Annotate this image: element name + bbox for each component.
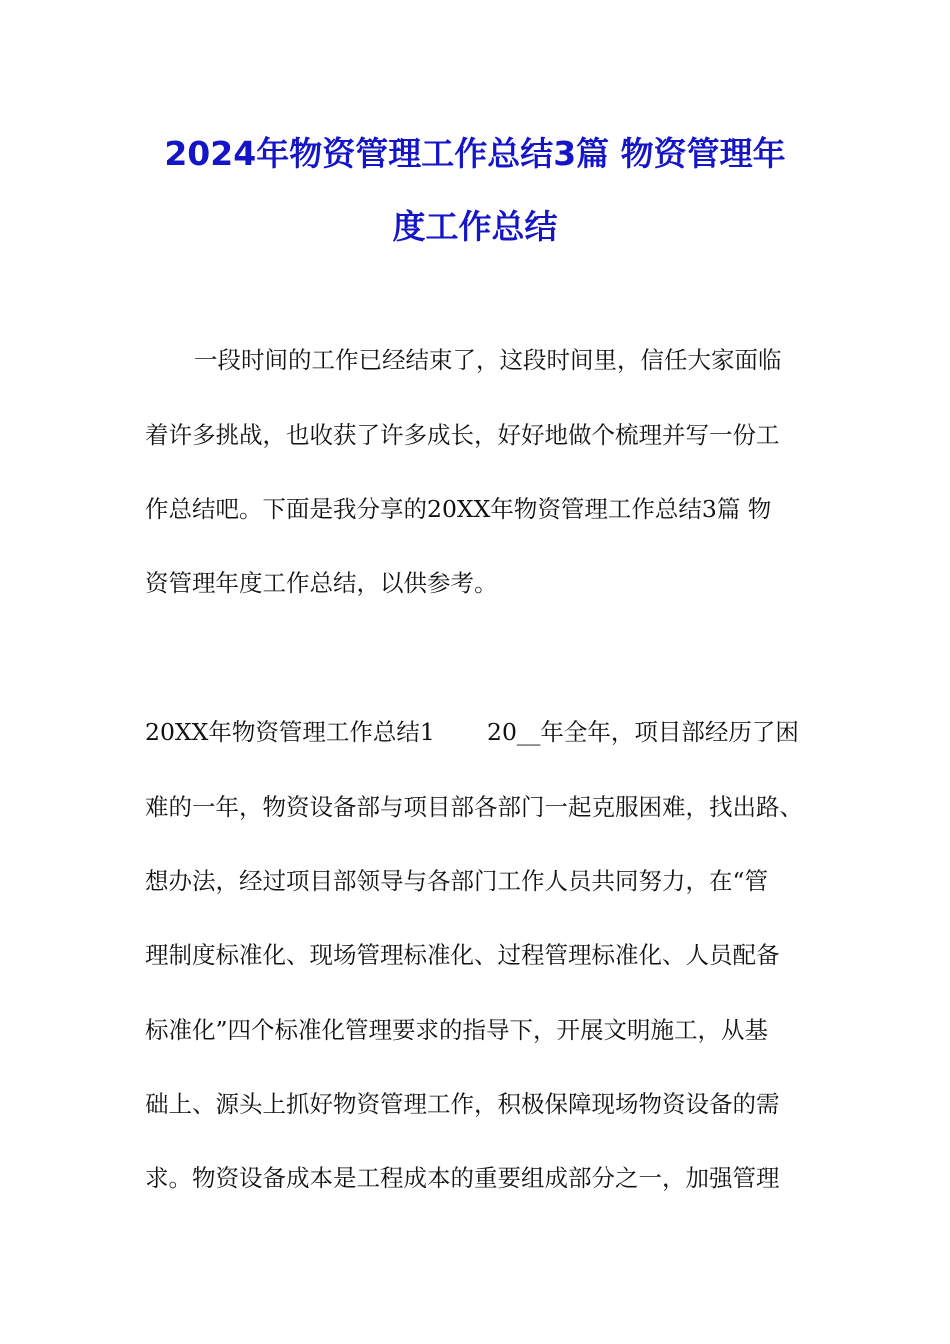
paragraph-text: 求。物资设备成本是工程成本的重要组成部分之一，加强管理: [145, 1164, 780, 1192]
paragraph-text: 标准化”四个标准化管理要求的指导下，开展文明施工，从基: [145, 1016, 769, 1044]
paragraph-text: 难的一年，物资设备部与项目部各部门一起克服困难，找出路、: [145, 793, 803, 821]
paragraph-text: 作总结吧。下面是我分享的20XX年物资管理工作总结3篇 物: [145, 495, 772, 523]
section-heading: 20XX年物资管理工作总结1: [145, 718, 435, 746]
title-line-2: 度工作总结: [392, 207, 558, 246]
paragraph-text: 理制度标准化、现场管理标准化、过程管理标准化、人员配备: [145, 941, 780, 969]
title-line-1: 2024年物资管理工作总结3篇 物资管理年: [164, 134, 786, 173]
paragraph-text: 20__年全年，项目部经历了困: [487, 718, 799, 746]
paragraph-text: 资管理年度工作总结，以供参考。: [145, 569, 498, 597]
paragraph-text: 想办法，经过项目部领导与各部门工作人员共同努力，在“管: [145, 867, 769, 895]
paragraph-text: 础上、源头上抓好物资管理工作，积极保障现场物资设备的需: [145, 1090, 780, 1118]
paragraph-text: 一段时间的工作已经结束了，这段时间里，信任大家面临: [194, 346, 782, 374]
paragraph-text: 着许多挑战，也收获了许多成长，好好地做个梳理并写一份工: [145, 421, 780, 449]
